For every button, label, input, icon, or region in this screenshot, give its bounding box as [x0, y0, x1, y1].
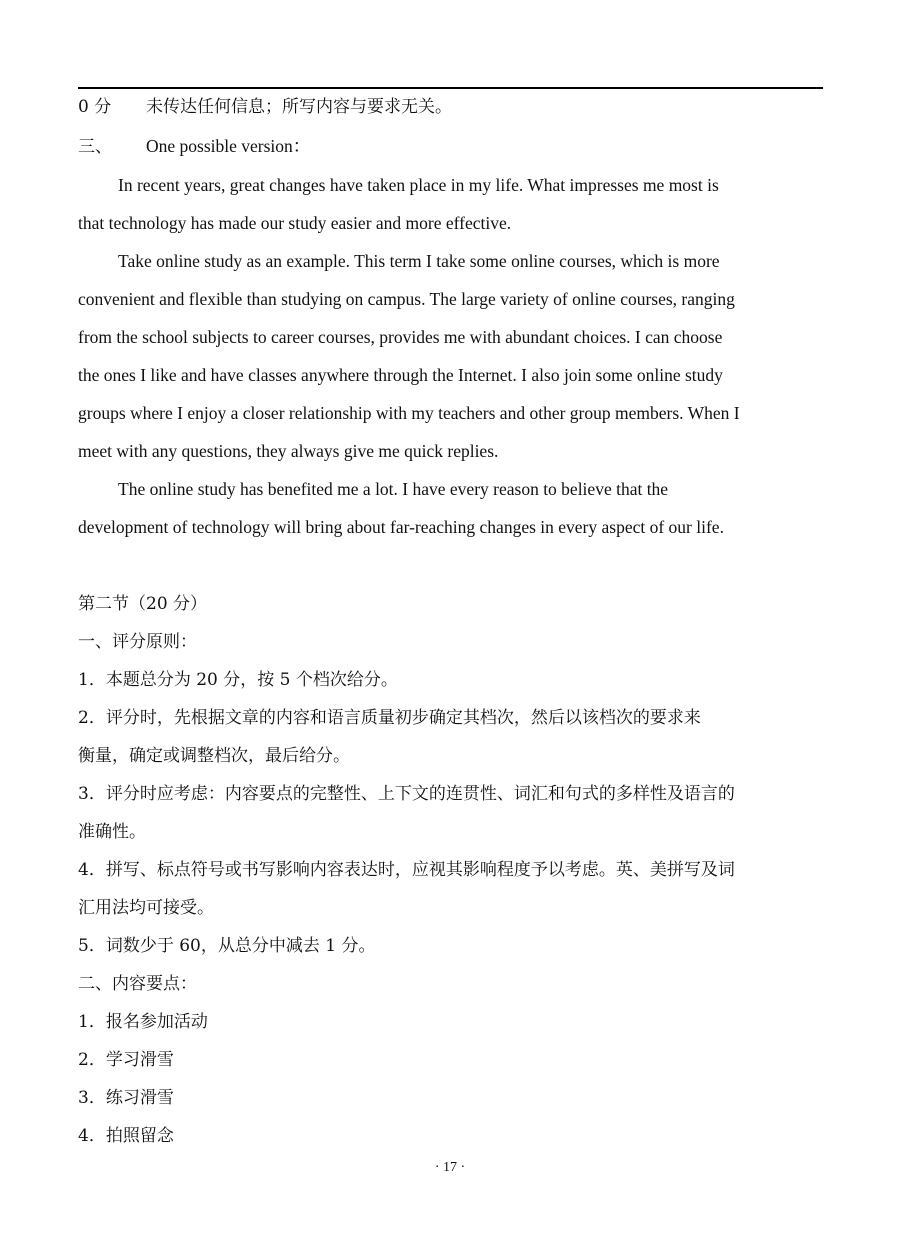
rule-text: 衡量，确定或调整档次，最后给分。	[78, 746, 350, 766]
point-item	[78, 1124, 823, 1148]
point-item	[78, 1010, 823, 1034]
page-number: · 17 ·	[434, 1160, 466, 1175]
rule-number: 3．	[78, 784, 106, 804]
rule-number: 1．	[78, 670, 106, 690]
rule-item	[78, 934, 823, 958]
rule-text: 本题总分为 20 分，按 5 个档次给分。	[105, 670, 398, 690]
points-heading: 二、内容要点：	[78, 974, 197, 994]
rule-item-continued	[78, 744, 823, 768]
rule-item	[78, 782, 823, 806]
rule-text: 评分时，先根据文章的内容和语言质量初步确定其档次，然后以该档次的要求来	[105, 708, 701, 728]
point-number: 2．	[78, 1050, 106, 1070]
essay-line: development of technology will bring about far-reaching changes in every aspect of our life.	[78, 517, 724, 537]
score-zero-line	[78, 95, 823, 119]
essay-line: groups where I enjoy a closer relationship with my teachers and other group members. When I	[78, 403, 740, 423]
rule-text: 拼写、标点符号或书写影响内容表达时，应视其影响程度予以考虑。英、美拼写及词	[105, 860, 735, 880]
point-number: 1．	[78, 1012, 106, 1032]
rule-text: 准确性。	[78, 822, 146, 842]
point-text: 学习滑雪	[105, 1050, 174, 1070]
rule-item-continued	[78, 820, 823, 844]
point-number: 4．	[78, 1126, 106, 1146]
rule-number: 4．	[78, 860, 106, 880]
rule-item	[78, 706, 823, 730]
principles-heading: 一、评分原则：	[78, 632, 197, 652]
rule-text: 评分时应考虑：内容要点的完整性、上下文的连贯性、词汇和句式的多样性及语言的	[105, 784, 735, 804]
rule-number: 2．	[78, 708, 106, 728]
section-three-title: One possible version：	[146, 136, 311, 156]
essay-line: that technology has made our study easier and more effective.	[78, 213, 512, 233]
point-text: 练习滑雪	[105, 1088, 174, 1108]
section-three-heading	[78, 134, 823, 159]
rule-item	[78, 858, 823, 882]
essay-line: Take online study as an example. This term I take some online courses, which is more	[118, 251, 720, 271]
point-number: 3．	[78, 1088, 106, 1108]
essay-line: the ones I like and have classes anywhere through the Internet. I also join some online study	[78, 365, 723, 385]
essay-line: from the school subjects to career courses, provides me with abundant choices. I can choose	[78, 327, 723, 347]
rule-number: 5．	[78, 936, 106, 956]
rule-text: 汇用法均可接受。	[78, 898, 214, 918]
score-zero-desc: 未传达任何信息；所写内容与要求无关。	[146, 97, 452, 117]
score-zero-label: 0 分	[78, 97, 112, 117]
rule-item	[78, 668, 823, 692]
essay-line: The online study has benefited me a lot. I have every reason to believe that the	[118, 479, 669, 499]
essay-line: meet with any questions, they always give me quick replies.	[78, 441, 499, 461]
essay-line: In recent years, great changes have taken place in my life. What impresses me most is	[118, 175, 719, 195]
essay-line: convenient and flexible than studying on campus. The large variety of online courses, ranging	[78, 289, 735, 309]
section-three-label: 三、	[78, 137, 112, 157]
rule-item-continued	[78, 896, 823, 920]
top-rule	[78, 87, 823, 89]
point-text: 拍照留念	[105, 1126, 174, 1146]
point-text: 报名参加活动	[105, 1012, 208, 1032]
point-item	[78, 1048, 823, 1072]
point-item	[78, 1086, 823, 1110]
rule-text: 词数少于 60，从总分中减去 1 分。	[105, 936, 376, 956]
part-two-heading: 第二节（20 分）	[78, 594, 208, 614]
